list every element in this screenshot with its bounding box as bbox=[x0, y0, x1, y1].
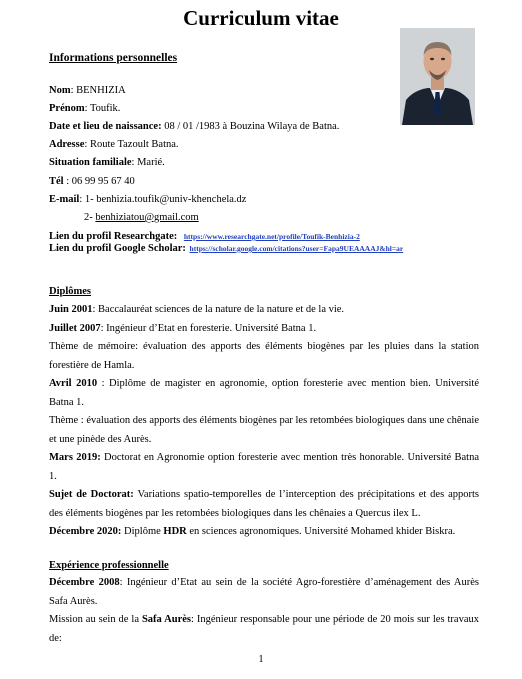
experience-mission-org: Safa Aurès bbox=[141, 614, 192, 625]
diplome-2007-theme: Thème de mémoire: évaluation des apports des éléments biogènes par les pluies dans la station forestière de Hamla. bbox=[49, 341, 479, 371]
diplome-2020-hdr: HDR bbox=[163, 526, 187, 537]
page-title: Curriculum vitae bbox=[183, 6, 339, 30]
diplome-2010-text: : Diplôme de magister en agronomie, option foresterie avec mention bien. Université Batna 1. bbox=[49, 378, 479, 408]
diplome-2019-text: Doctorat en Agronomie option foresterie avec mention très honorable. Université Batna 1. bbox=[49, 452, 479, 482]
diplome-2001 bbox=[49, 301, 479, 320]
experience-mission-pre: Mission au sein de la bbox=[49, 614, 142, 625]
diplome-2019 bbox=[49, 449, 479, 486]
experience-2008-text: : Ingénieur d’Etat au sein de la société Agro-forestière d’aménagement des Aurès Safa Aurès. bbox=[49, 577, 480, 607]
email-2-row bbox=[84, 212, 199, 223]
tel-label: Tél bbox=[49, 176, 64, 187]
page-number: 1 bbox=[258, 654, 264, 665]
adresse-value: Route Tazoult Batna. bbox=[89, 139, 179, 150]
doctorat-subject-label: Sujet de Doctorat: bbox=[49, 489, 134, 500]
prenom-value: Toufik. bbox=[89, 103, 121, 114]
email-label: E-mail bbox=[49, 194, 80, 205]
diplome-2019-label: Mars 2019: bbox=[49, 452, 101, 463]
situation-value: Marié. bbox=[137, 157, 165, 168]
experience-2008-label: Décembre 2008 bbox=[49, 577, 120, 588]
diplome-2007 bbox=[49, 320, 479, 339]
scholar-link[interactable]: https://scholar.google.com/citations?user=Fapa9UEAAAAJ&hl=ar bbox=[189, 244, 404, 253]
section-heading-experience: Expérience professionnelle bbox=[49, 560, 169, 571]
researchgate-row bbox=[49, 231, 360, 242]
nom-value: BENHIZIA bbox=[76, 85, 126, 96]
experience-mission-text: : Ingénieur responsable pour une période de 20 mois sur les travaux de: bbox=[49, 614, 480, 644]
situation-row: Situation familiale: Marié. bbox=[49, 157, 165, 168]
email-2-link[interactable]: benhiziatou@gmail.com bbox=[95, 212, 199, 223]
diplome-2010-label: Avril 2010 bbox=[49, 378, 98, 389]
researchgate-label: Lien du profil Researchgate: bbox=[49, 231, 178, 242]
situation-label: Situation familiale bbox=[49, 157, 132, 168]
doctorat-subject bbox=[49, 486, 479, 523]
diplome-2020-text: en sciences agronomiques. Université Mohamed khider Biskra. bbox=[186, 526, 456, 537]
naissance-label: Date et lieu de naissance: bbox=[49, 121, 162, 132]
doctorat-subject-text: Variations spatio-temporelles de l’interception des précipitations et des apports des éléments biogènes par les retombées biologiques dans les chênaies a Quercus ilex L. bbox=[49, 489, 479, 519]
prenom-row: Prénom: Toufik. bbox=[49, 103, 121, 114]
adresse-row: Adresse: Route Tazoult Batna. bbox=[49, 139, 179, 150]
diplome-2007-text: : Ingénieur d’Etat en foresterie. Université Batna 1. bbox=[100, 322, 317, 334]
scholar-label: Lien du profil Google Scholar: bbox=[49, 243, 186, 254]
email-row: E-mail: 1- benhizia.toufik@univ-khenchela.dz bbox=[49, 194, 247, 205]
diplomes-body bbox=[49, 301, 479, 542]
diplome-2020-label: Décembre 2020: bbox=[49, 526, 122, 537]
portrait-image bbox=[400, 28, 475, 125]
nom-label: Nom bbox=[49, 85, 71, 96]
section-heading-personal: Informations personnelles bbox=[49, 52, 178, 64]
email-2-prefix: 2- bbox=[84, 212, 96, 223]
profile-photo bbox=[400, 28, 475, 125]
prenom-label: Prénom bbox=[49, 103, 85, 114]
diplome-2007-label: Juillet 2007 bbox=[49, 322, 101, 334]
experience-2008 bbox=[49, 574, 479, 611]
naissance-row bbox=[49, 121, 339, 132]
diplome-2010-theme: Thème : évaluation des apports des éléments biogènes par les retombées biologiques dans une chênaie et une pinède des Aurès. bbox=[49, 415, 479, 445]
email-1[interactable]: 1- benhizia.toufik@univ-khenchela.dz bbox=[84, 194, 247, 205]
diplome-2001-label: Juin 2001 bbox=[49, 304, 93, 315]
scholar-row bbox=[49, 243, 403, 254]
diplome-2001-text: : Baccalauréat sciences de la nature de la nature et de la vie. bbox=[92, 304, 345, 315]
section-heading-diplomes: Diplômes bbox=[49, 286, 91, 297]
experience-body bbox=[49, 574, 479, 648]
diplome-2010 bbox=[49, 375, 479, 412]
researchgate-link[interactable]: https://www.researchgate.net/profile/Toufik-Benhizia-2 bbox=[183, 232, 360, 241]
experience-mission bbox=[49, 611, 479, 648]
nom-row: Nom: BENHIZIA bbox=[49, 85, 126, 96]
adresse-label: Adresse bbox=[49, 139, 85, 150]
diplome-2020 bbox=[49, 523, 479, 542]
diplome-2020-pre: Diplôme bbox=[121, 526, 164, 537]
tel-row: Tél : 06 99 95 67 40 bbox=[49, 176, 135, 187]
tel-value: 06 99 95 67 40 bbox=[71, 176, 135, 187]
naissance-value: 08 / 01 /1983 à Bouzina Wilaya de Batna. bbox=[164, 121, 340, 132]
